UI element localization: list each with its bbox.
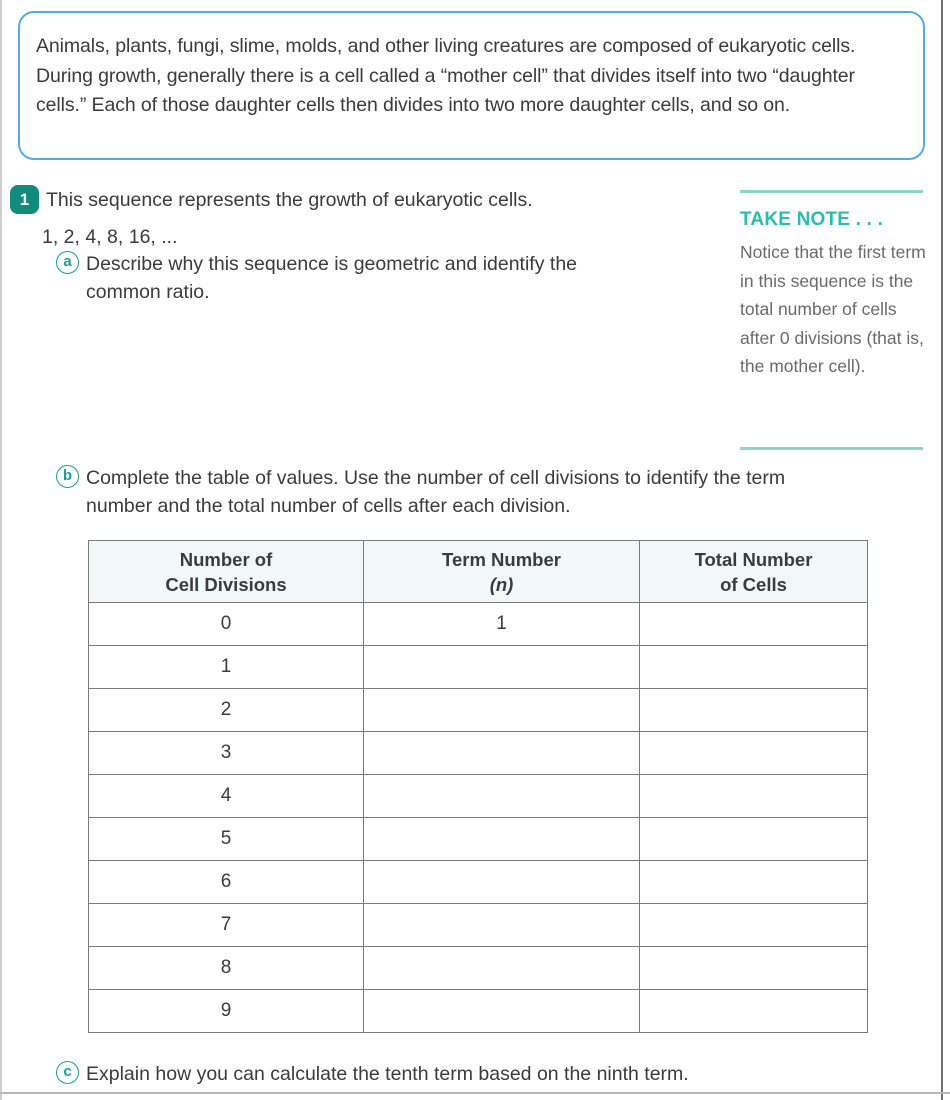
cell-term-number[interactable] [364,861,640,904]
cell-term-number[interactable] [364,732,640,775]
take-note-title: TAKE NOTE . . . [740,209,884,230]
cell-total-cells[interactable] [640,861,868,904]
cell-divisions: 1 [89,646,364,689]
cell-term-number[interactable] [364,947,640,990]
table-row [89,904,868,947]
table-row [89,603,868,646]
cell-term-number[interactable] [364,689,640,732]
page-border-left [0,0,2,1100]
intro-callout-box [18,11,925,160]
cell-term-number[interactable] [364,646,640,689]
cell-total-cells[interactable] [640,689,868,732]
page-border-bottom [0,1092,950,1094]
table-row [89,689,868,732]
part-c-text: Explain how you can calculate the tenth term based on the ninth term. [86,1063,689,1085]
part-c-marker: c [56,1061,79,1084]
take-note-rule-bottom [740,447,923,450]
cell-total-cells[interactable] [640,603,868,646]
header-line-2: (n) [489,573,514,595]
cell-divisions: 0 [89,603,364,646]
cell-divisions: 2 [89,689,364,732]
table-body [89,603,868,1033]
header-line-1: Total Number [694,548,813,570]
cell-total-cells[interactable] [640,646,868,689]
table-row [89,861,868,904]
table-row [89,947,868,990]
cell-divisions: 4 [89,775,364,818]
header-line-1: Term Number [442,548,561,570]
table-row [89,646,868,689]
cell-total-cells[interactable] [640,732,868,775]
table-row [89,818,868,861]
cell-total-cells[interactable] [640,775,868,818]
header-line-2: of Cells [720,573,787,595]
cell-total-cells[interactable] [640,818,868,861]
sequence-values: 1, 2, 4, 8, 16, ... [42,226,178,248]
table-header-cell-total-cells [640,541,868,603]
cell-divisions: 3 [89,732,364,775]
take-note-rule-top [740,190,923,193]
cell-total-cells[interactable] [640,904,868,947]
table-header-cell-term-number [364,541,640,603]
cell-term-number[interactable]: 1 [364,603,640,646]
cell-term-number[interactable] [364,775,640,818]
intro-paragraph: Animals, plants, fungi, slime, molds, and other living creatures are composed of eukaryotic cells. During growth, generally there is a cell called a “mother cell” that divides itself into two “daughter cells.” Each of those daughter cells then divides into two more daughter cells, and so on. [36,35,856,116]
table-header-row [89,541,868,603]
table-header-cell-divisions [89,541,364,603]
question-number-badge: 1 [10,185,39,214]
part-b-marker: b [56,465,79,488]
page-border-right [941,0,943,1100]
take-note-body: Notice that the first term in this sequence is the total number of cells after 0 divisions (that is, the mother cell). [740,242,926,376]
part-b-text: Complete the table of values. Use the number of cell divisions to identify the term number and the total number of cells after each division. [86,467,786,517]
part-a-marker: a [56,251,79,274]
table-row [89,990,868,1033]
values-table [88,540,868,1033]
cell-term-number[interactable] [364,818,640,861]
cell-divisions: 8 [89,947,364,990]
cell-divisions: 6 [89,861,364,904]
part-a-text: Describe why this sequence is geometric and identify the common ratio. [86,253,578,303]
header-line-1: Number of [179,548,273,570]
table-row [89,775,868,818]
cell-divisions: 7 [89,904,364,947]
header-line-2: Cell Divisions [165,573,287,595]
table-row [89,732,868,775]
cell-divisions: 9 [89,990,364,1033]
cell-total-cells[interactable] [640,947,868,990]
cell-total-cells[interactable] [640,990,868,1033]
cell-divisions: 5 [89,818,364,861]
question-stem: This sequence represents the growth of eukaryotic cells. [46,189,533,211]
cell-term-number[interactable] [364,904,640,947]
cell-term-number[interactable] [364,990,640,1033]
